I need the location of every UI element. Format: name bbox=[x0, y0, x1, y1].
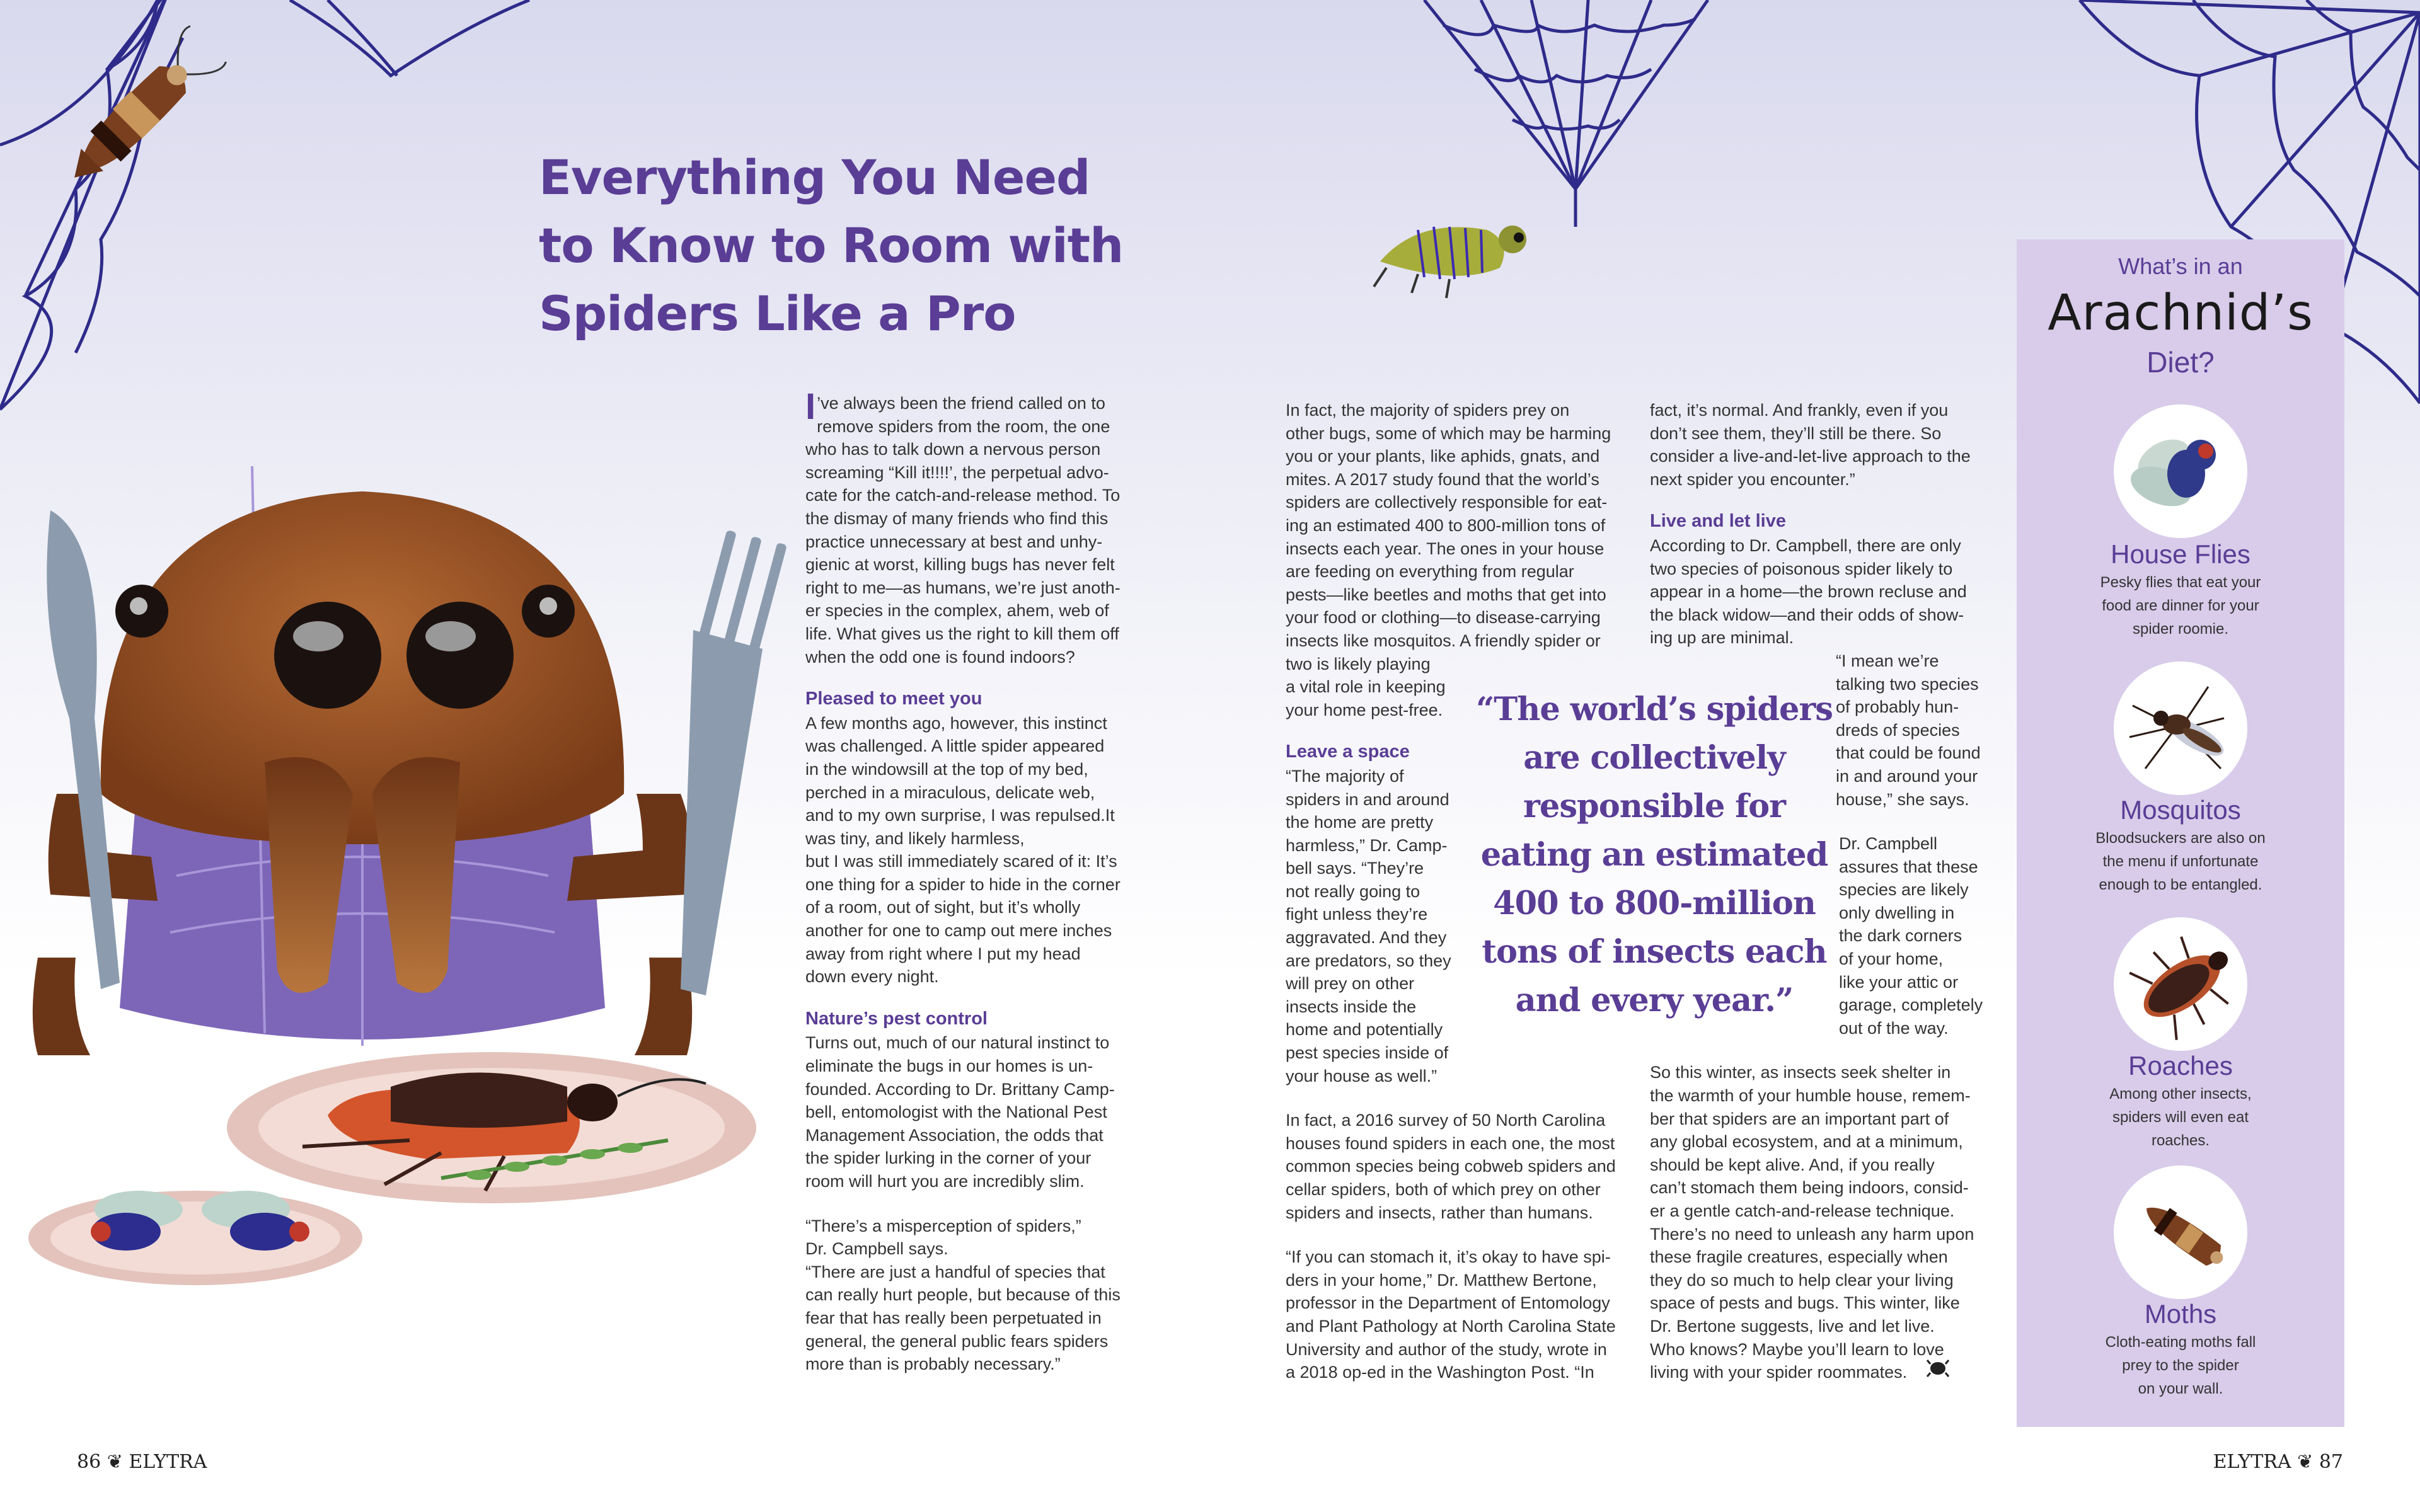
sidebar-item-name: Roaches bbox=[2128, 1051, 2233, 1080]
pull-quote: “The world’s spiders are collectively responsible for eating an estimated 400 to 800-million tons of insects each and every year.” bbox=[1475, 690, 1833, 1019]
page-folio-left: 86 ❦ ELYTRA bbox=[77, 1451, 207, 1473]
sidebar-item-desc: Pesky flies that eat your food are dinner for your spider roomie. bbox=[2100, 574, 2261, 638]
hanging-beetle-illustration bbox=[1368, 205, 1550, 299]
sidebar-item-desc: Cloth-eating moths fall prey to the spider on your wall. bbox=[2105, 1334, 2256, 1397]
body-paragraph: “The majority of spiders in and around the home are pretty harmless,” Dr. Camp- bell says. “They’re not really going to fight unless they’re aggravated. And they are predators, so they will prey on other insects inside the home and potentially pest species inside of your house as well.” bbox=[1286, 766, 1451, 1085]
title-line: to Know to Room with bbox=[539, 217, 1124, 273]
subhead-natures-pest-control: Nature’s pest control bbox=[805, 1008, 988, 1029]
subhead-live-and-let-live: Live and let live bbox=[1650, 511, 1786, 532]
sidebar-item-name: Mosquitos bbox=[2120, 795, 2241, 825]
house-fly-icon bbox=[2114, 404, 2247, 538]
body-paragraph: “There’s a misperception of spiders,” Dr. Campbell says. “There are just a handful of species that can really hurt people, but because of this fear that has really been perpetuated in general, the general public fears spiders more than is probably necessary.” bbox=[805, 1216, 1121, 1374]
body-paragraph: Dr. Campbell assures that these species are likely only dwelling in the dark corners of your home, like your attic or garage, completely out of the way. bbox=[1839, 834, 1983, 1038]
moth-illustration bbox=[38, 25, 227, 214]
sidebar-heading-bottom: Diet? bbox=[2146, 346, 2215, 379]
body-paragraph: A few months ago, however, this instinct was challenged. A little spider appeared in the windowsill at the top of my bed, perched in a miraculous, delicate web, and to my own surprise, I was repulsed.It was tiny, and likely harmless, but I was still immediately scared of it: It’s one thing for a spider to hide in the corner of a room, out of sight, but it’s wholly another for one to camp out mere inches away from right where I put my head down every night. bbox=[805, 713, 1121, 987]
body-paragraph: In fact, a 2016 survey of 50 North Carolina houses found spiders in each one, the most common species being cobweb spiders and cellar spiders, both of which prey on other spiders and insects, rather than humans. bbox=[1286, 1111, 1616, 1222]
intro-text: ’ve always been the friend called on to remove spiders from the room, the one who has to talk down a nervous person screaming “Kill it!!!!’, the perpetual advo- cate for the catch-and-release method. To the dismay of many friends who find this practice unnecessary at best and unhy- gienic at worst, killing bugs has never felt right to me—as humans, we’re just anoth- er species in the complex, ahem, web of life. What gives us the right to kill them off when the odd one is found indoors? bbox=[805, 394, 1121, 667]
sidebar-item-name: Moths bbox=[2144, 1299, 2217, 1329]
spider-diner-illustration bbox=[0, 466, 781, 1310]
sidebar-item-name: House Flies bbox=[2111, 539, 2250, 569]
roach-icon bbox=[2114, 917, 2247, 1051]
title-line: Spiders Like a Pro bbox=[539, 285, 1016, 341]
body-paragraph: Turns out, much of our natural instinct to eliminate the bugs in our homes is un- founded. According to Dr. Brittany Camp- bell, entomologist with the National Pest Management Association, the odds that the spider lurking in the corner of your room will hurt you are incredibly slim. bbox=[805, 1033, 1115, 1191]
body-paragraph: “I mean we’re talking two species of probably hun- dreds of species that could be found in and around your house,” she says. bbox=[1836, 651, 1981, 809]
end-mark-bug-icon bbox=[1927, 1358, 1949, 1377]
sidebar-heading-main: Arachnid’s bbox=[2048, 285, 2313, 341]
moth-icon bbox=[2114, 1166, 2247, 1299]
subhead-pleased-to-meet-you: Pleased to meet you bbox=[805, 689, 982, 709]
body-paragraph: In fact, the majority of spiders prey on other bugs, some of which may be harming you or your plants, like aphids, gnats, and mites. A 2017 study found that the world’s spiders are collectively responsible for eat- ing an estimated 400 to 800-million tons of insects each year. The ones in your house are feeding on everything from regular pests—like beetles and moths that get into your food or clothing—to disease-carrying insects like mosquitos. A friendly spider or two is likely playing a vital role in keeping your home pest-free. bbox=[1286, 401, 1611, 719]
page-folio-right: ELYTRA ❦ 87 bbox=[2213, 1451, 2343, 1473]
subhead-leave-a-space: Leave a space bbox=[1286, 742, 1410, 762]
drop-cap: I bbox=[805, 386, 816, 427]
body-paragraph: So this winter, as insects seek shelter in the warmth of your humble house, remem- ber that spiders are an important part of any global ecosystem, and at a minimum, should be kept alive. And, if you really can’t stomach them being indoors, consid- er a gentle catch-and-release technique. There’s no need to unleash any harm upon these fragile creatures, especially when they do so much to help clear your living space of pests and bugs. This winter, like Dr. Bertone suggests, live and let live. Who knows? Maybe you’ll learn to love living with your spider roommates. bbox=[1650, 1063, 1974, 1382]
article-column-1 bbox=[805, 386, 1146, 1376]
sidebar-heading-top: What’s in an bbox=[2118, 253, 2243, 279]
sidebar-item-desc: Bloodsuckers are also on the menu if unfortunate enough to be entangled. bbox=[2095, 830, 2266, 893]
title-line: Everything You Need bbox=[539, 149, 1090, 205]
intro-paragraph bbox=[805, 386, 1146, 668]
article-title bbox=[539, 144, 1169, 348]
sidebar-item-desc: Among other insects, spiders will even eat roaches. bbox=[2109, 1085, 2252, 1149]
body-paragraph: fact, it’s normal. And frankly, even if you don’t see them, they’ll still be there. So consider a live-and-let-live approach to the next spider you encounter.” bbox=[1650, 401, 1971, 489]
body-paragraph: According to Dr. Campbell, there are only two species of poisonous spider likely to appear in a home—the brown recluse and the black widow—and their odds of show- ing up are minimal. bbox=[1650, 536, 1967, 648]
mosquito-icon bbox=[2114, 662, 2247, 795]
body-paragraph: “If you can stomach it, it’s okay to have spi- ders in your home,” Dr. Matthew Bertone, professor in the Department of Entomology and Plant Pathology at North Carolina State University and author of the study, wrote in a 2018 op-ed in the Washington Post. “In bbox=[1286, 1247, 1616, 1382]
